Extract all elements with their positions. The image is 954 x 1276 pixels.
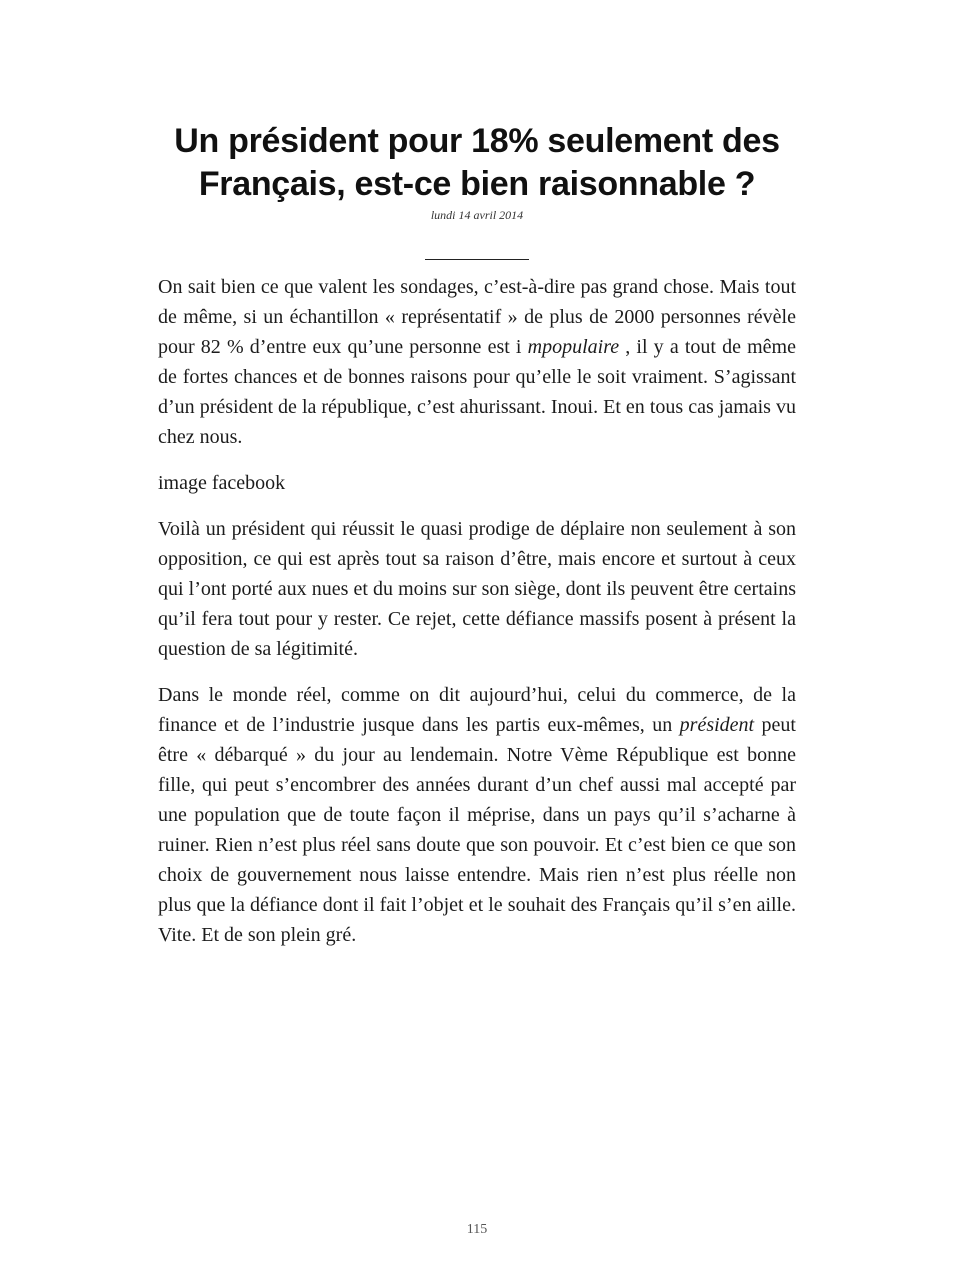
image-caption: image facebook [158, 472, 286, 494]
paragraph-1 [158, 272, 796, 452]
paragraph-3 [158, 680, 796, 950]
page-number: 115 [466, 1222, 488, 1237]
paragraph-1-part-a: On sait bien ce que valent les sondages, c’est-à-dire pas grand chose. Mais tout de même, si un échantillon « représentatif » de plus de 2000 personnes révèle pour 82 % d’entre eux qu’une personne est i [158, 276, 796, 358]
paragraph-1-part-b: , il y a tout de même de fortes chances et de bonnes raisons pour qu’elle le soit vraiment. S’agissant d’un président de la république, c’est ahurissant. Inoui. Et en tous cas jamais vu chez nous. [158, 336, 796, 448]
title-divider [425, 259, 529, 260]
paragraph-1-emphasis: mpopulaire [527, 336, 620, 358]
paragraph-3-part-b: peut être « débarqué » du jour au lendemain. Notre Vème République est bonne fille, qui peut s’encombrer des années durant d’un chef aussi mal accepté par une population que de toute façon il méprise, dans un pays qu’il s’acharne à ruiner. Rien n’est plus réel sans doute que son pouvoir. Et c’est bien ce que son choix de gouvernement nous laisse entendre. Mais rien n’est plus réelle non plus que la défiance dont il fait l’objet et le souhait des Français qu’il s’en aille. Vite. Et de son plein gré. [158, 714, 796, 946]
paragraph-2: Voilà un président qui réussit le quasi prodige de déplaire non seulement à son opposition, ce qui est après tout sa raison d’être, mais encore et surtout à ceux qui l’ont porté aux nues et du moins sur son siège, dont ils peuvent être certains qu’il fera tout pour y rester. Ce rejet, cette défiance massifs posent à présent la question de sa légitimité. [158, 518, 796, 660]
article-body [158, 272, 796, 966]
article-date: lundi 14 avril 2014 [430, 208, 524, 222]
article-title: Un président pour 18% seulement des Français, est-ce bien raisonnable ? [174, 122, 780, 203]
paragraph-3-emphasis: président [679, 714, 755, 736]
paragraph-3-part-a: Dans le monde réel, comme on dit aujourd’hui, celui du commerce, de la finance et de l’industrie jusque dans les partis eux-mêmes, un [158, 684, 796, 736]
